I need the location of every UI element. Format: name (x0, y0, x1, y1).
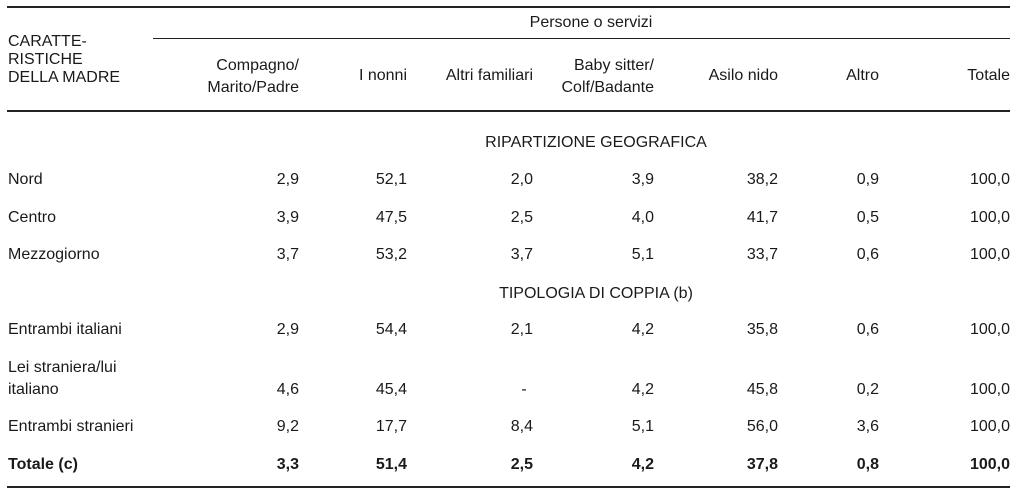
total-cell: 4,2 (631, 456, 654, 473)
table-cell: 3,7 (510, 246, 533, 263)
row-label: Nord (8, 171, 43, 188)
total-cell: 37,8 (746, 456, 778, 473)
table-cell: 4,2 (631, 321, 654, 338)
table-cell: 100,0 (969, 321, 1010, 338)
table-cell: 4,6 (276, 381, 299, 398)
table-cell: 17,7 (375, 418, 407, 435)
table-cell: 100,0 (969, 381, 1010, 398)
table-cell: 3,6 (856, 418, 879, 435)
table-cell: - (521, 381, 527, 398)
table-cell: 33,7 (746, 246, 778, 263)
table-cell: 8,4 (510, 418, 533, 435)
table-cell: 54,4 (375, 321, 407, 338)
table-cell: 2,0 (510, 171, 533, 188)
table-cell: 4,2 (631, 381, 654, 398)
column-header: Colf/Badante (561, 79, 654, 96)
column-header: Marito/Padre (207, 79, 299, 96)
table-cell: 4,0 (631, 209, 654, 226)
table-cell: 38,2 (746, 171, 778, 188)
total-cell: 100,0 (969, 456, 1010, 473)
column-header: I nonni (358, 67, 407, 84)
total-cell: 3,3 (276, 456, 299, 473)
row-label: Lei straniera/lui (8, 359, 117, 376)
table-cell: 100,0 (969, 209, 1010, 226)
stub-header-line: CARATTE- (8, 33, 87, 50)
column-header: Altri familiari (445, 67, 533, 84)
table-cell: 100,0 (969, 418, 1010, 435)
table-cell: 2,9 (276, 321, 299, 338)
group-header-rule (153, 38, 1010, 39)
group-header: Persone o servizi (529, 14, 653, 31)
row-label: Mezzogiorno (8, 246, 100, 263)
table-cell: 35,8 (746, 321, 778, 338)
row-label: Entrambi stranieri (8, 418, 134, 435)
table-cell: 5,1 (631, 418, 654, 435)
total-row-label: Totale (c) (8, 456, 78, 473)
table-cell: 0,6 (856, 246, 879, 263)
table-cell: 3,9 (631, 171, 654, 188)
top-rule (7, 6, 1010, 8)
table-cell: 0,9 (856, 171, 879, 188)
table-cell: 56,0 (746, 418, 778, 435)
stub-header-line: RISTICHE (8, 51, 83, 68)
column-header: Altro (846, 67, 879, 84)
table-cell: 9,2 (276, 418, 299, 435)
section-title: RIPARTIZIONE GEOGRAFICA (485, 134, 707, 151)
total-cell: 2,5 (510, 456, 533, 473)
table-cell: 41,7 (746, 209, 778, 226)
table-cell: 3,7 (276, 246, 299, 263)
header-bottom-rule (7, 110, 1010, 112)
table-cell: 0,5 (856, 209, 879, 226)
row-label: italiano (8, 381, 59, 398)
table-cell: 45,8 (746, 381, 778, 398)
column-header: Baby sitter/ (573, 57, 654, 74)
row-label: Entrambi italiani (8, 321, 122, 338)
table-cell: 0,6 (856, 321, 879, 338)
table-cell: 2,1 (510, 321, 533, 338)
bottom-rule (7, 486, 1010, 488)
table-cell: 53,2 (375, 246, 407, 263)
table-cell: 0,2 (856, 381, 879, 398)
table-cell: 2,5 (510, 209, 533, 226)
column-header: Totale (967, 67, 1010, 84)
total-cell: 51,4 (375, 456, 407, 473)
row-label: Centro (8, 209, 57, 226)
column-header: Compagno/ (216, 57, 299, 74)
table-cell: 3,9 (276, 209, 299, 226)
table-cell: 5,1 (631, 246, 654, 263)
stub-header-line: DELLA MADRE (8, 69, 121, 86)
table-cell: 100,0 (969, 246, 1010, 263)
section-title: TIPOLOGIA DI COPPIA (b) (499, 285, 693, 302)
table-cell: 2,9 (276, 171, 299, 188)
total-cell: 0,8 (856, 456, 879, 473)
table-cell: 47,5 (375, 209, 407, 226)
column-header: Asilo nido (708, 67, 778, 84)
table-cell: 100,0 (969, 171, 1010, 188)
table-cell: 45,4 (375, 381, 407, 398)
table-cell: 52,1 (375, 171, 407, 188)
